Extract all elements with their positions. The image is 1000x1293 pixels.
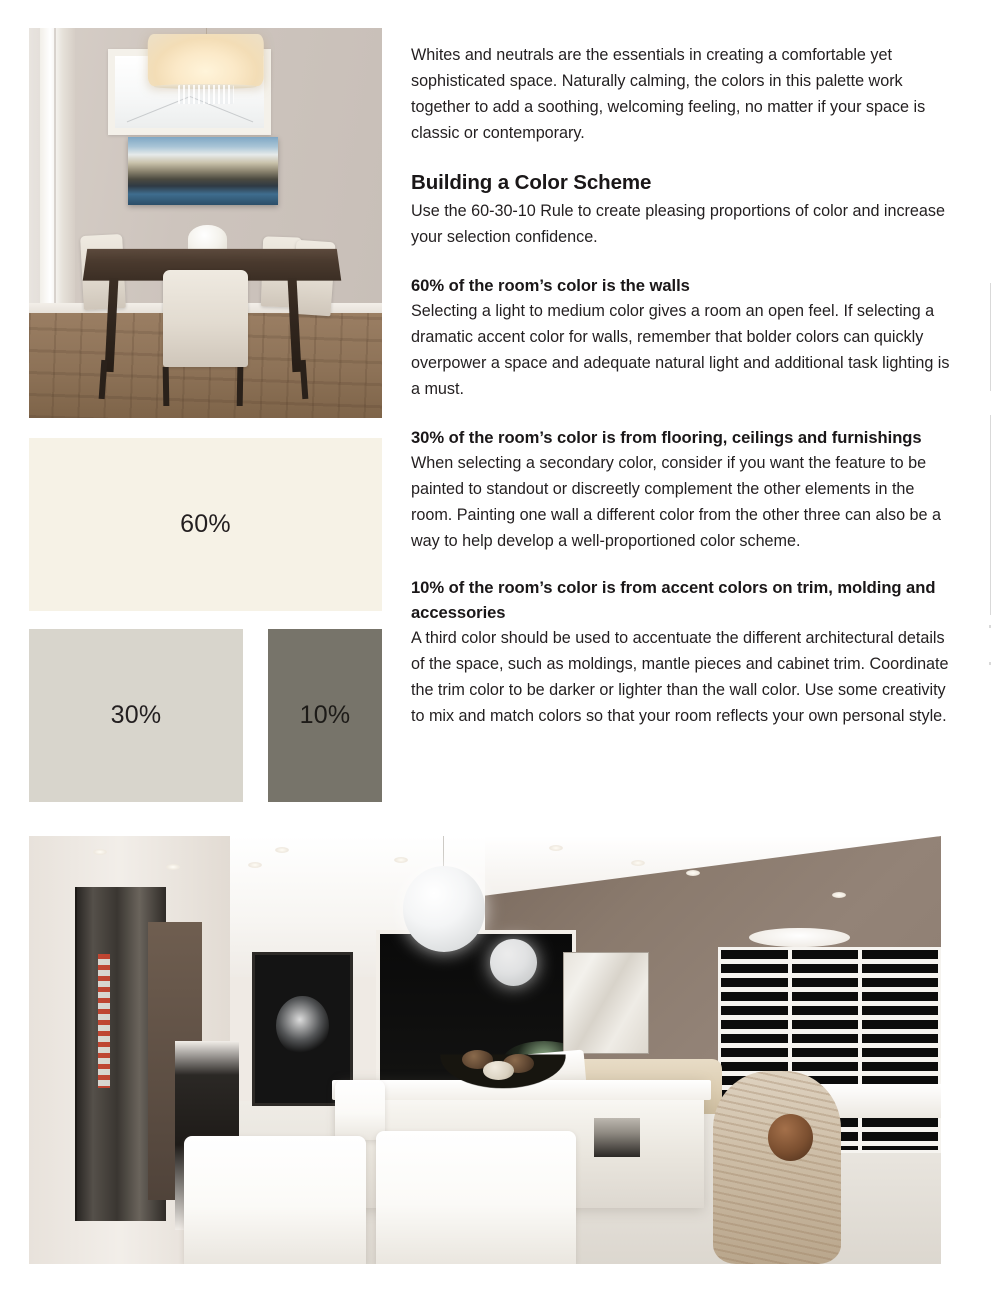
color-swatch-30 (29, 629, 243, 802)
recessed-downlight (832, 892, 846, 898)
section-body: Selecting a light to medium color gives a room an open feel. If selecting a dramatic accent color for walls, remember that bolder colors can quickly overpower a space and adequate natural light and additional task lighting is a must. (411, 302, 950, 398)
dining-room-photo (29, 28, 382, 418)
swatch-label-30: 30% (110, 701, 162, 729)
recessed-downlight (631, 860, 645, 866)
open-plan-kitchen-photo (29, 836, 941, 1264)
crystal-chandelier (177, 85, 233, 105)
section-heading: 30% of the room’s color is from flooring, ceilings and furnishings (411, 428, 922, 447)
dining-chair (376, 1131, 577, 1264)
dining-chair (184, 1136, 366, 1264)
recessed-downlight (248, 862, 262, 868)
section-heading: 10% of the room’s color is from accent colors on trim, molding and accessories (411, 578, 936, 622)
globe-pendant-light (403, 866, 485, 952)
chair-leg (163, 367, 169, 406)
dining-chair-front (163, 270, 248, 368)
color-swatch-10 (268, 629, 382, 802)
section-body: A third color should be used to accentuate the different architectural details of the space, such as moldings, mantle pieces and cabinet trim. Coordinate the trim color to be darker or lighter than the wall color. Use some creativity to mix and match colors so that your room reflects your own personal style. (411, 629, 949, 725)
section-heading: Building a Color Scheme (411, 171, 652, 194)
globe-pendant-light-small (490, 939, 537, 986)
recessed-downlight (166, 864, 180, 870)
decorative-sphere (483, 1061, 514, 1080)
recessed-downlight (549, 845, 563, 851)
intro-paragraph: Whites and neutrals are the essentials in creating a comfortable yet sophisticated space. Naturally calming, the colors in this palette work together to add a soothing, welcoming feeling, no matter if your space is classic or contemporary. (411, 46, 926, 142)
abstract-artwork (563, 952, 650, 1055)
recessed-downlight (93, 849, 107, 855)
chair-leg (237, 367, 243, 406)
page-edge-artifact (989, 625, 991, 628)
section-heading: 60% of the room’s color is the walls (411, 276, 690, 295)
knife-block (594, 1118, 640, 1157)
curtain (40, 28, 75, 313)
section-10-percent (411, 575, 951, 729)
section-body: When selecting a secondary color, consider if you want the feature to be painted to standout or discreetly complement the other elements in the room. Painting one wall a different color from the other three can also be a way to help develop a well-proportioned color scheme. (411, 454, 941, 550)
page-edge-artifact (989, 662, 991, 665)
fridge-magnets (98, 954, 110, 1088)
article-text-column (411, 42, 951, 729)
swatch-label-60: 60% (180, 510, 231, 538)
dining-chair (335, 1080, 385, 1140)
section-30-percent (411, 425, 951, 554)
shutter-divider (858, 950, 862, 1149)
color-swatch-60 (29, 438, 382, 611)
section-60-percent (411, 273, 951, 402)
horizon-artwork (128, 137, 278, 205)
page-edge-artifact (990, 415, 991, 615)
section-body: Use the 60-30-10 Rule to create pleasing proportions of color and increase your selection confidence. (411, 202, 945, 246)
section-building-a-color-scheme (411, 169, 951, 250)
recessed-downlight (275, 847, 289, 853)
page-edge-artifact (990, 283, 991, 391)
swatch-label-10: 10% (299, 701, 351, 729)
drum-pendant-light (147, 34, 263, 87)
woven-floor-vase (713, 1071, 841, 1264)
